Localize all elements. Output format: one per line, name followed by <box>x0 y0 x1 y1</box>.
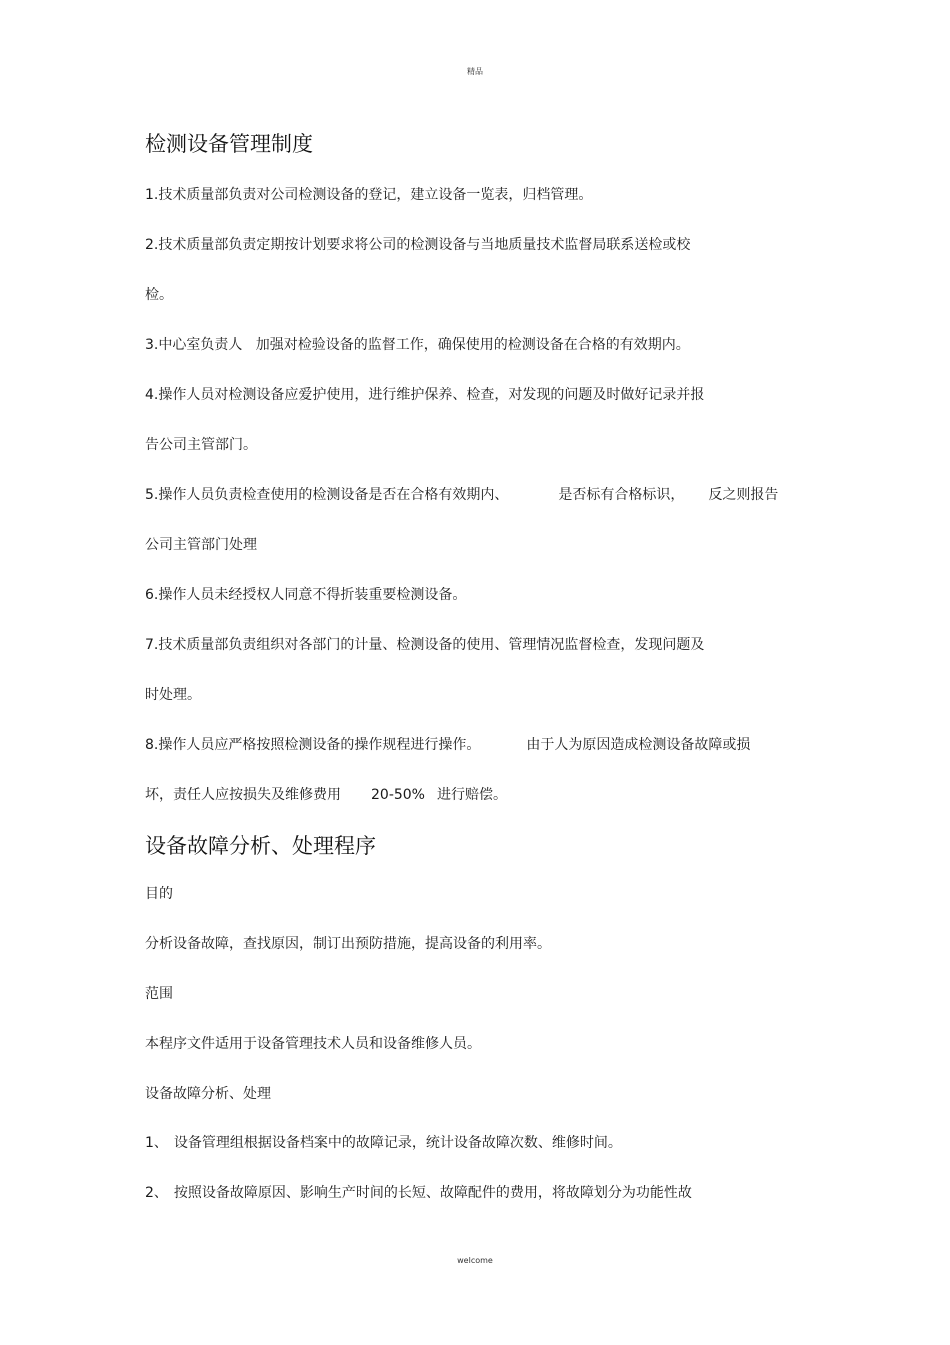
page-footer: welcome <box>457 1256 493 1265</box>
rule-item-8-continued <box>145 784 507 804</box>
rule-item-8-percentage: 20-50% <box>371 787 425 803</box>
rule-item-5-part-2: 是否标有合格标识， <box>558 487 685 503</box>
section-title-equipment-management: 检测设备管理制度 <box>145 132 313 156</box>
rule-item-7-continued: 时处理。 <box>145 687 201 703</box>
rule-item-8-continued-part-1: 坏，责任人应按损失及维修费用 <box>145 787 341 803</box>
procedure-item-1-text: 设备管理组根据设备档案中的故障记录，统计设备故障次数、维修时间。 <box>173 1135 622 1151</box>
rule-item-4: 4.操作人员对检测设备应爱护使用，进行维护保养、检查，对发现的问题及时做好记录并报 <box>145 387 705 403</box>
purpose-text: 分析设备故障，查找原因，制订出预防措施，提高设备的利用率。 <box>145 936 551 952</box>
subheading-scope: 范围 <box>145 986 173 1002</box>
scope-text: 本程序文件适用于设备管理技术人员和设备维修人员。 <box>145 1036 481 1052</box>
subheading-fault-handling: 设备故障分析、处理 <box>145 1086 271 1102</box>
rule-item-2-continued: 检。 <box>145 287 173 303</box>
rule-item-8-continued-part-3: 进行赔偿。 <box>436 787 507 803</box>
rule-item-8-part-2: 由于人为原因造成检测设备故障或损 <box>526 737 751 753</box>
procedure-item-2-text: 按照设备故障原因、影响生产时间的长短、故障配件的费用，将故障划分为功能性故 <box>173 1185 692 1201</box>
rule-item-5-part-3: 反之则报告 <box>708 487 779 503</box>
procedure-item-1-number: 1、 <box>145 1135 168 1151</box>
rule-item-8-part-1: 8.操作人员应严格按照检测设备的操作规程进行操作。 <box>145 737 481 753</box>
procedure-item-2 <box>145 1182 692 1202</box>
rule-item-5-part-1: 5.操作人员负责检查使用的检测设备是否在合格有效期内、 <box>145 487 509 503</box>
procedure-item-1 <box>145 1132 622 1152</box>
rule-item-2: 2.技术质量部负责定期按计划要求将公司的检测设备与当地质量技术监督局联系送检或校 <box>145 237 691 253</box>
rule-item-1: 1.技术质量部负责对公司检测设备的登记，建立设备一览表，归档管理。 <box>145 187 593 203</box>
rule-item-6: 6.操作人员未经授权人同意不得折装重要检测设备。 <box>145 587 467 603</box>
page-header: 精品 <box>467 67 483 76</box>
procedure-item-2-number: 2、 <box>145 1185 168 1201</box>
rule-item-4-continued: 告公司主管部门。 <box>145 437 257 453</box>
rule-item-7: 7.技术质量部负责组织对各部门的计量、检测设备的使用、管理情况监督检查，发现问题及 <box>145 637 705 653</box>
rule-item-8 <box>145 734 750 754</box>
rule-item-5-continued: 公司主管部门处理 <box>145 537 257 553</box>
rule-item-5 <box>145 484 778 504</box>
rule-item-3: 3.中心室负责人 加强对检验设备的监督工作，确保使用的检测设备在合格的有效期内。 <box>145 337 690 353</box>
subheading-purpose: 目的 <box>145 886 173 902</box>
section-title-fault-analysis: 设备故障分析、处理程序 <box>145 834 376 858</box>
